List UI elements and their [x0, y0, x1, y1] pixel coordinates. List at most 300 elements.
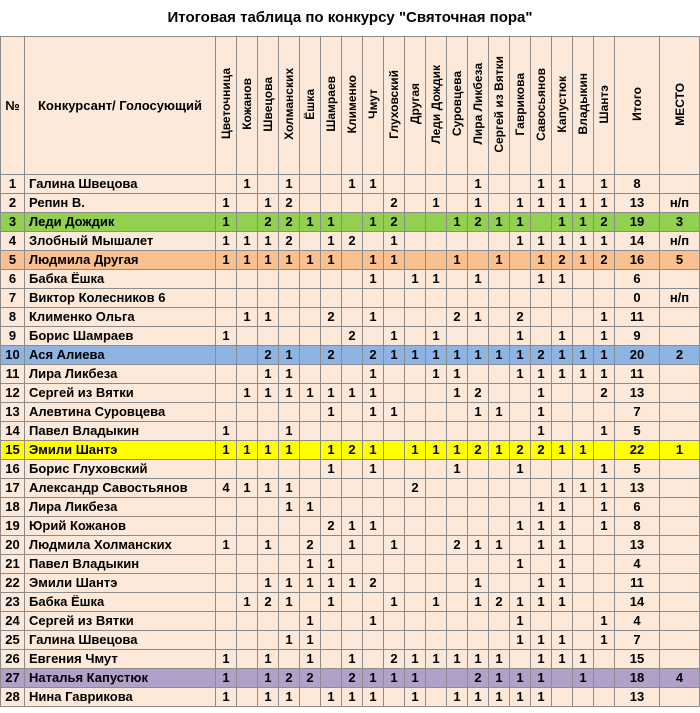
vote-cell	[468, 232, 489, 251]
vote-cell: 1	[531, 175, 552, 194]
vote-cell	[552, 688, 573, 707]
vote-cell: 1	[279, 346, 300, 365]
vote-cell	[279, 308, 300, 327]
vote-cell	[237, 631, 258, 650]
vote-cell: 1	[258, 479, 279, 498]
vote-cell	[321, 422, 342, 441]
header-voter-label: Шамраев	[324, 76, 338, 132]
vote-cell: 1	[447, 251, 468, 270]
place-cell	[660, 631, 700, 650]
contestant-name: Борис Глуховский	[25, 460, 216, 479]
row-number: 25	[1, 631, 25, 650]
vote-cell: 1	[468, 574, 489, 593]
vote-cell: 2	[489, 593, 510, 612]
vote-cell	[489, 517, 510, 536]
vote-cell	[552, 460, 573, 479]
vote-cell: 1	[363, 669, 384, 688]
row-number: 9	[1, 327, 25, 346]
vote-cell	[237, 460, 258, 479]
vote-cell	[531, 213, 552, 232]
table-row	[1, 441, 700, 460]
vote-cell	[426, 517, 447, 536]
vote-cell	[237, 422, 258, 441]
vote-cell: 1	[258, 669, 279, 688]
vote-cell: 1	[426, 346, 447, 365]
place-cell	[660, 403, 700, 422]
vote-cell: 1	[594, 498, 615, 517]
vote-cell: 1	[237, 175, 258, 194]
vote-cell	[363, 555, 384, 574]
vote-cell	[510, 650, 531, 669]
vote-cell: 1	[279, 441, 300, 460]
vote-cell: 1	[510, 346, 531, 365]
contestant-name: Лира Ликбеза	[25, 498, 216, 517]
vote-cell: 1	[552, 327, 573, 346]
total-cell: 14	[615, 232, 660, 251]
vote-cell	[300, 460, 321, 479]
vote-cell	[447, 631, 468, 650]
vote-cell: 1	[342, 688, 363, 707]
header-voter	[594, 37, 615, 175]
vote-cell	[426, 213, 447, 232]
vote-cell	[531, 555, 552, 574]
total-cell: 11	[615, 365, 660, 384]
vote-cell: 1	[426, 593, 447, 612]
vote-cell: 2	[258, 346, 279, 365]
vote-cell	[426, 669, 447, 688]
vote-cell: 1	[279, 365, 300, 384]
place-cell	[660, 175, 700, 194]
vote-cell: 1	[279, 593, 300, 612]
table-row	[1, 555, 700, 574]
vote-cell	[426, 631, 447, 650]
vote-cell	[237, 688, 258, 707]
vote-cell	[405, 384, 426, 403]
vote-cell: 2	[552, 251, 573, 270]
table-body	[1, 175, 700, 707]
vote-cell: 1	[405, 688, 426, 707]
vote-cell: 1	[468, 175, 489, 194]
vote-cell	[426, 555, 447, 574]
place-cell	[660, 650, 700, 669]
vote-cell	[342, 612, 363, 631]
vote-cell	[594, 593, 615, 612]
table-row	[1, 308, 700, 327]
vote-cell	[489, 631, 510, 650]
vote-cell	[237, 612, 258, 631]
page-title: Итоговая таблица по конкурсу "Святочная пора"	[167, 9, 533, 26]
vote-cell: 1	[321, 460, 342, 479]
vote-cell	[300, 270, 321, 289]
vote-cell: 1	[594, 422, 615, 441]
vote-cell: 1	[237, 232, 258, 251]
total-cell: 6	[615, 270, 660, 289]
vote-cell: 1	[468, 650, 489, 669]
vote-cell	[405, 536, 426, 555]
vote-cell	[594, 441, 615, 460]
vote-cell	[531, 289, 552, 308]
vote-cell	[216, 270, 237, 289]
vote-cell: 1	[258, 365, 279, 384]
vote-cell: 2	[342, 669, 363, 688]
vote-cell: 1	[552, 631, 573, 650]
place-cell	[660, 365, 700, 384]
vote-cell: 1	[468, 688, 489, 707]
vote-cell	[279, 460, 300, 479]
header-voter-label: Шантэ	[597, 84, 611, 124]
contestant-name: Леди Дождик	[25, 213, 216, 232]
vote-cell: 1	[363, 384, 384, 403]
vote-cell	[363, 327, 384, 346]
vote-cell	[342, 498, 363, 517]
vote-cell: 1	[468, 403, 489, 422]
row-number: 12	[1, 384, 25, 403]
header-voter-label: Клименко	[345, 74, 359, 134]
vote-cell: 1	[426, 650, 447, 669]
vote-cell: 1	[300, 384, 321, 403]
vote-cell: 1	[573, 346, 594, 365]
vote-cell	[468, 631, 489, 650]
vote-cell: 1	[552, 270, 573, 289]
vote-cell: 1	[510, 460, 531, 479]
vote-cell: 1	[300, 612, 321, 631]
vote-cell	[279, 270, 300, 289]
vote-cell	[447, 270, 468, 289]
vote-cell: 1	[384, 346, 405, 365]
place-cell	[660, 498, 700, 517]
vote-cell	[405, 631, 426, 650]
vote-cell: 2	[468, 441, 489, 460]
header-place	[660, 37, 700, 175]
vote-cell: 2	[531, 441, 552, 460]
vote-cell: 1	[447, 384, 468, 403]
place-cell	[660, 422, 700, 441]
vote-cell: 1	[321, 441, 342, 460]
total-cell: 5	[615, 422, 660, 441]
vote-cell	[405, 517, 426, 536]
vote-cell	[279, 612, 300, 631]
vote-cell: 1	[594, 175, 615, 194]
vote-cell	[321, 479, 342, 498]
vote-cell	[363, 631, 384, 650]
vote-cell: 1	[216, 422, 237, 441]
vote-cell: 1	[405, 650, 426, 669]
vote-cell: 1	[363, 441, 384, 460]
contestant-name: Нина Гаврикова	[25, 688, 216, 707]
row-number: 28	[1, 688, 25, 707]
vote-cell: 1	[237, 479, 258, 498]
vote-cell	[384, 441, 405, 460]
vote-cell	[468, 327, 489, 346]
vote-cell	[321, 631, 342, 650]
contestant-name: Павел Владыкин	[25, 555, 216, 574]
vote-cell	[426, 251, 447, 270]
vote-cell: 1	[237, 441, 258, 460]
vote-cell	[573, 175, 594, 194]
vote-cell	[405, 555, 426, 574]
vote-cell	[279, 536, 300, 555]
row-number: 19	[1, 517, 25, 536]
vote-cell	[237, 498, 258, 517]
vote-cell	[489, 289, 510, 308]
vote-cell: 1	[468, 593, 489, 612]
vote-cell	[468, 365, 489, 384]
vote-cell	[300, 593, 321, 612]
vote-cell	[363, 536, 384, 555]
vote-cell: 1	[531, 498, 552, 517]
vote-cell	[489, 270, 510, 289]
vote-cell: 1	[279, 422, 300, 441]
vote-cell	[426, 403, 447, 422]
vote-cell	[321, 669, 342, 688]
contestant-name: Людмила Другая	[25, 251, 216, 270]
vote-cell: 1	[552, 593, 573, 612]
vote-cell: 1	[594, 479, 615, 498]
header-voter-label: Другая	[408, 83, 422, 125]
vote-cell	[384, 612, 405, 631]
vote-cell	[573, 308, 594, 327]
vote-cell: 1	[384, 251, 405, 270]
vote-cell: 1	[447, 346, 468, 365]
vote-cell	[384, 631, 405, 650]
vote-cell	[573, 403, 594, 422]
vote-cell	[279, 327, 300, 346]
vote-cell	[531, 612, 552, 631]
header-voter	[447, 37, 468, 175]
place-cell	[660, 555, 700, 574]
vote-cell: 2	[594, 251, 615, 270]
vote-cell	[258, 403, 279, 422]
vote-cell: 1	[363, 517, 384, 536]
vote-cell	[510, 270, 531, 289]
vote-cell: 1	[552, 213, 573, 232]
vote-cell: 1	[363, 213, 384, 232]
vote-cell	[363, 422, 384, 441]
header-voter	[552, 37, 573, 175]
vote-cell	[573, 289, 594, 308]
vote-cell: 1	[384, 593, 405, 612]
vote-cell: 1	[468, 308, 489, 327]
header-voter-label: Гаврикова	[513, 72, 527, 136]
vote-cell: 1	[300, 251, 321, 270]
vote-cell: 1	[573, 232, 594, 251]
vote-cell: 1	[342, 574, 363, 593]
header-voter	[342, 37, 363, 175]
vote-cell	[468, 612, 489, 631]
place-cell: 4	[660, 669, 700, 688]
row-number: 24	[1, 612, 25, 631]
vote-cell	[426, 460, 447, 479]
contestant-name: Алевтина Суровцева	[25, 403, 216, 422]
header-total	[615, 37, 660, 175]
vote-cell	[342, 346, 363, 365]
vote-cell: 1	[279, 574, 300, 593]
vote-cell: 1	[258, 536, 279, 555]
vote-cell: 1	[363, 688, 384, 707]
vote-cell	[300, 403, 321, 422]
vote-cell: 2	[279, 194, 300, 213]
vote-cell	[237, 536, 258, 555]
vote-cell	[489, 479, 510, 498]
vote-cell: 1	[363, 365, 384, 384]
vote-cell: 1	[300, 574, 321, 593]
row-number: 14	[1, 422, 25, 441]
vote-cell	[552, 612, 573, 631]
total-cell: 8	[615, 175, 660, 194]
table-row	[1, 327, 700, 346]
vote-cell: 1	[552, 232, 573, 251]
vote-cell: 1	[363, 175, 384, 194]
vote-cell	[216, 289, 237, 308]
row-number: 27	[1, 669, 25, 688]
vote-cell	[510, 422, 531, 441]
table-row	[1, 403, 700, 422]
place-cell: н/п	[660, 232, 700, 251]
vote-cell: 1	[426, 365, 447, 384]
row-number: 6	[1, 270, 25, 289]
vote-cell: 1	[531, 270, 552, 289]
vote-cell	[510, 251, 531, 270]
vote-cell	[489, 175, 510, 194]
header-row	[1, 37, 700, 175]
vote-cell	[279, 517, 300, 536]
vote-cell: 1	[573, 650, 594, 669]
vote-cell	[573, 422, 594, 441]
vote-cell: 1	[447, 688, 468, 707]
vote-cell: 1	[552, 574, 573, 593]
contestant-name: Лира Ликбеза	[25, 365, 216, 384]
vote-cell	[447, 669, 468, 688]
vote-cell: 1	[300, 631, 321, 650]
place-cell	[660, 612, 700, 631]
vote-cell: 1	[279, 631, 300, 650]
vote-cell	[363, 479, 384, 498]
vote-cell: 1	[552, 346, 573, 365]
vote-cell: 1	[552, 650, 573, 669]
row-number: 26	[1, 650, 25, 669]
vote-cell	[573, 574, 594, 593]
vote-cell: 1	[300, 555, 321, 574]
vote-cell: 1	[573, 365, 594, 384]
row-number: 1	[1, 175, 25, 194]
header-contestant: Конкурсант/ Голосующий	[25, 37, 216, 175]
vote-cell	[300, 308, 321, 327]
vote-cell: 1	[216, 232, 237, 251]
total-cell: 22	[615, 441, 660, 460]
vote-cell	[216, 631, 237, 650]
vote-cell	[447, 593, 468, 612]
row-number: 18	[1, 498, 25, 517]
vote-cell: 1	[279, 479, 300, 498]
vote-cell	[216, 308, 237, 327]
vote-cell	[552, 422, 573, 441]
vote-cell: 1	[342, 536, 363, 555]
vote-cell: 1	[321, 232, 342, 251]
vote-cell	[447, 289, 468, 308]
vote-cell: 2	[447, 308, 468, 327]
vote-cell	[552, 669, 573, 688]
vote-cell: 1	[531, 517, 552, 536]
row-number: 17	[1, 479, 25, 498]
table-row	[1, 270, 700, 289]
vote-cell: 1	[363, 403, 384, 422]
row-number: 11	[1, 365, 25, 384]
vote-cell: 1	[531, 232, 552, 251]
total-cell: 4	[615, 555, 660, 574]
vote-cell	[342, 403, 363, 422]
contestant-name: Александр Савостьянов	[25, 479, 216, 498]
vote-cell	[426, 175, 447, 194]
vote-cell	[279, 650, 300, 669]
vote-cell	[426, 232, 447, 251]
vote-cell: 1	[216, 213, 237, 232]
vote-cell: 1	[531, 650, 552, 669]
vote-cell	[552, 289, 573, 308]
vote-cell: 1	[489, 669, 510, 688]
table-row	[1, 460, 700, 479]
row-number: 4	[1, 232, 25, 251]
vote-cell	[237, 365, 258, 384]
vote-cell	[489, 574, 510, 593]
vote-cell: 1	[258, 308, 279, 327]
vote-cell: 1	[216, 669, 237, 688]
header-voter	[363, 37, 384, 175]
vote-cell	[573, 555, 594, 574]
vote-cell: 1	[531, 574, 552, 593]
table-row	[1, 631, 700, 650]
vote-cell: 1	[489, 441, 510, 460]
contestant-name: Галина Швецова	[25, 631, 216, 650]
vote-cell: 1	[489, 213, 510, 232]
vote-cell	[258, 289, 279, 308]
vote-cell	[573, 270, 594, 289]
vote-cell	[279, 403, 300, 422]
vote-cell: 1	[405, 270, 426, 289]
contestant-name: Сергей из Вятки	[25, 612, 216, 631]
vote-cell: 2	[300, 669, 321, 688]
vote-cell	[300, 441, 321, 460]
vote-cell: 1	[573, 213, 594, 232]
vote-cell	[447, 232, 468, 251]
vote-cell	[447, 175, 468, 194]
header-voter	[426, 37, 447, 175]
table-row	[1, 612, 700, 631]
vote-cell	[573, 631, 594, 650]
vote-cell	[237, 270, 258, 289]
vote-cell	[447, 612, 468, 631]
place-cell: н/п	[660, 194, 700, 213]
vote-cell	[342, 251, 363, 270]
vote-cell: 2	[510, 441, 531, 460]
vote-cell: 1	[279, 384, 300, 403]
row-number: 5	[1, 251, 25, 270]
vote-cell: 2	[321, 308, 342, 327]
vote-cell: 1	[342, 384, 363, 403]
vote-cell	[405, 422, 426, 441]
vote-cell: 1	[510, 327, 531, 346]
vote-cell	[300, 232, 321, 251]
vote-cell: 1	[489, 346, 510, 365]
total-cell: 18	[615, 669, 660, 688]
vote-cell	[426, 289, 447, 308]
table-row	[1, 422, 700, 441]
place-cell: 1	[660, 441, 700, 460]
vote-cell: 2	[594, 213, 615, 232]
vote-cell	[321, 498, 342, 517]
row-number: 20	[1, 536, 25, 555]
table-row	[1, 517, 700, 536]
vote-cell: 2	[363, 574, 384, 593]
